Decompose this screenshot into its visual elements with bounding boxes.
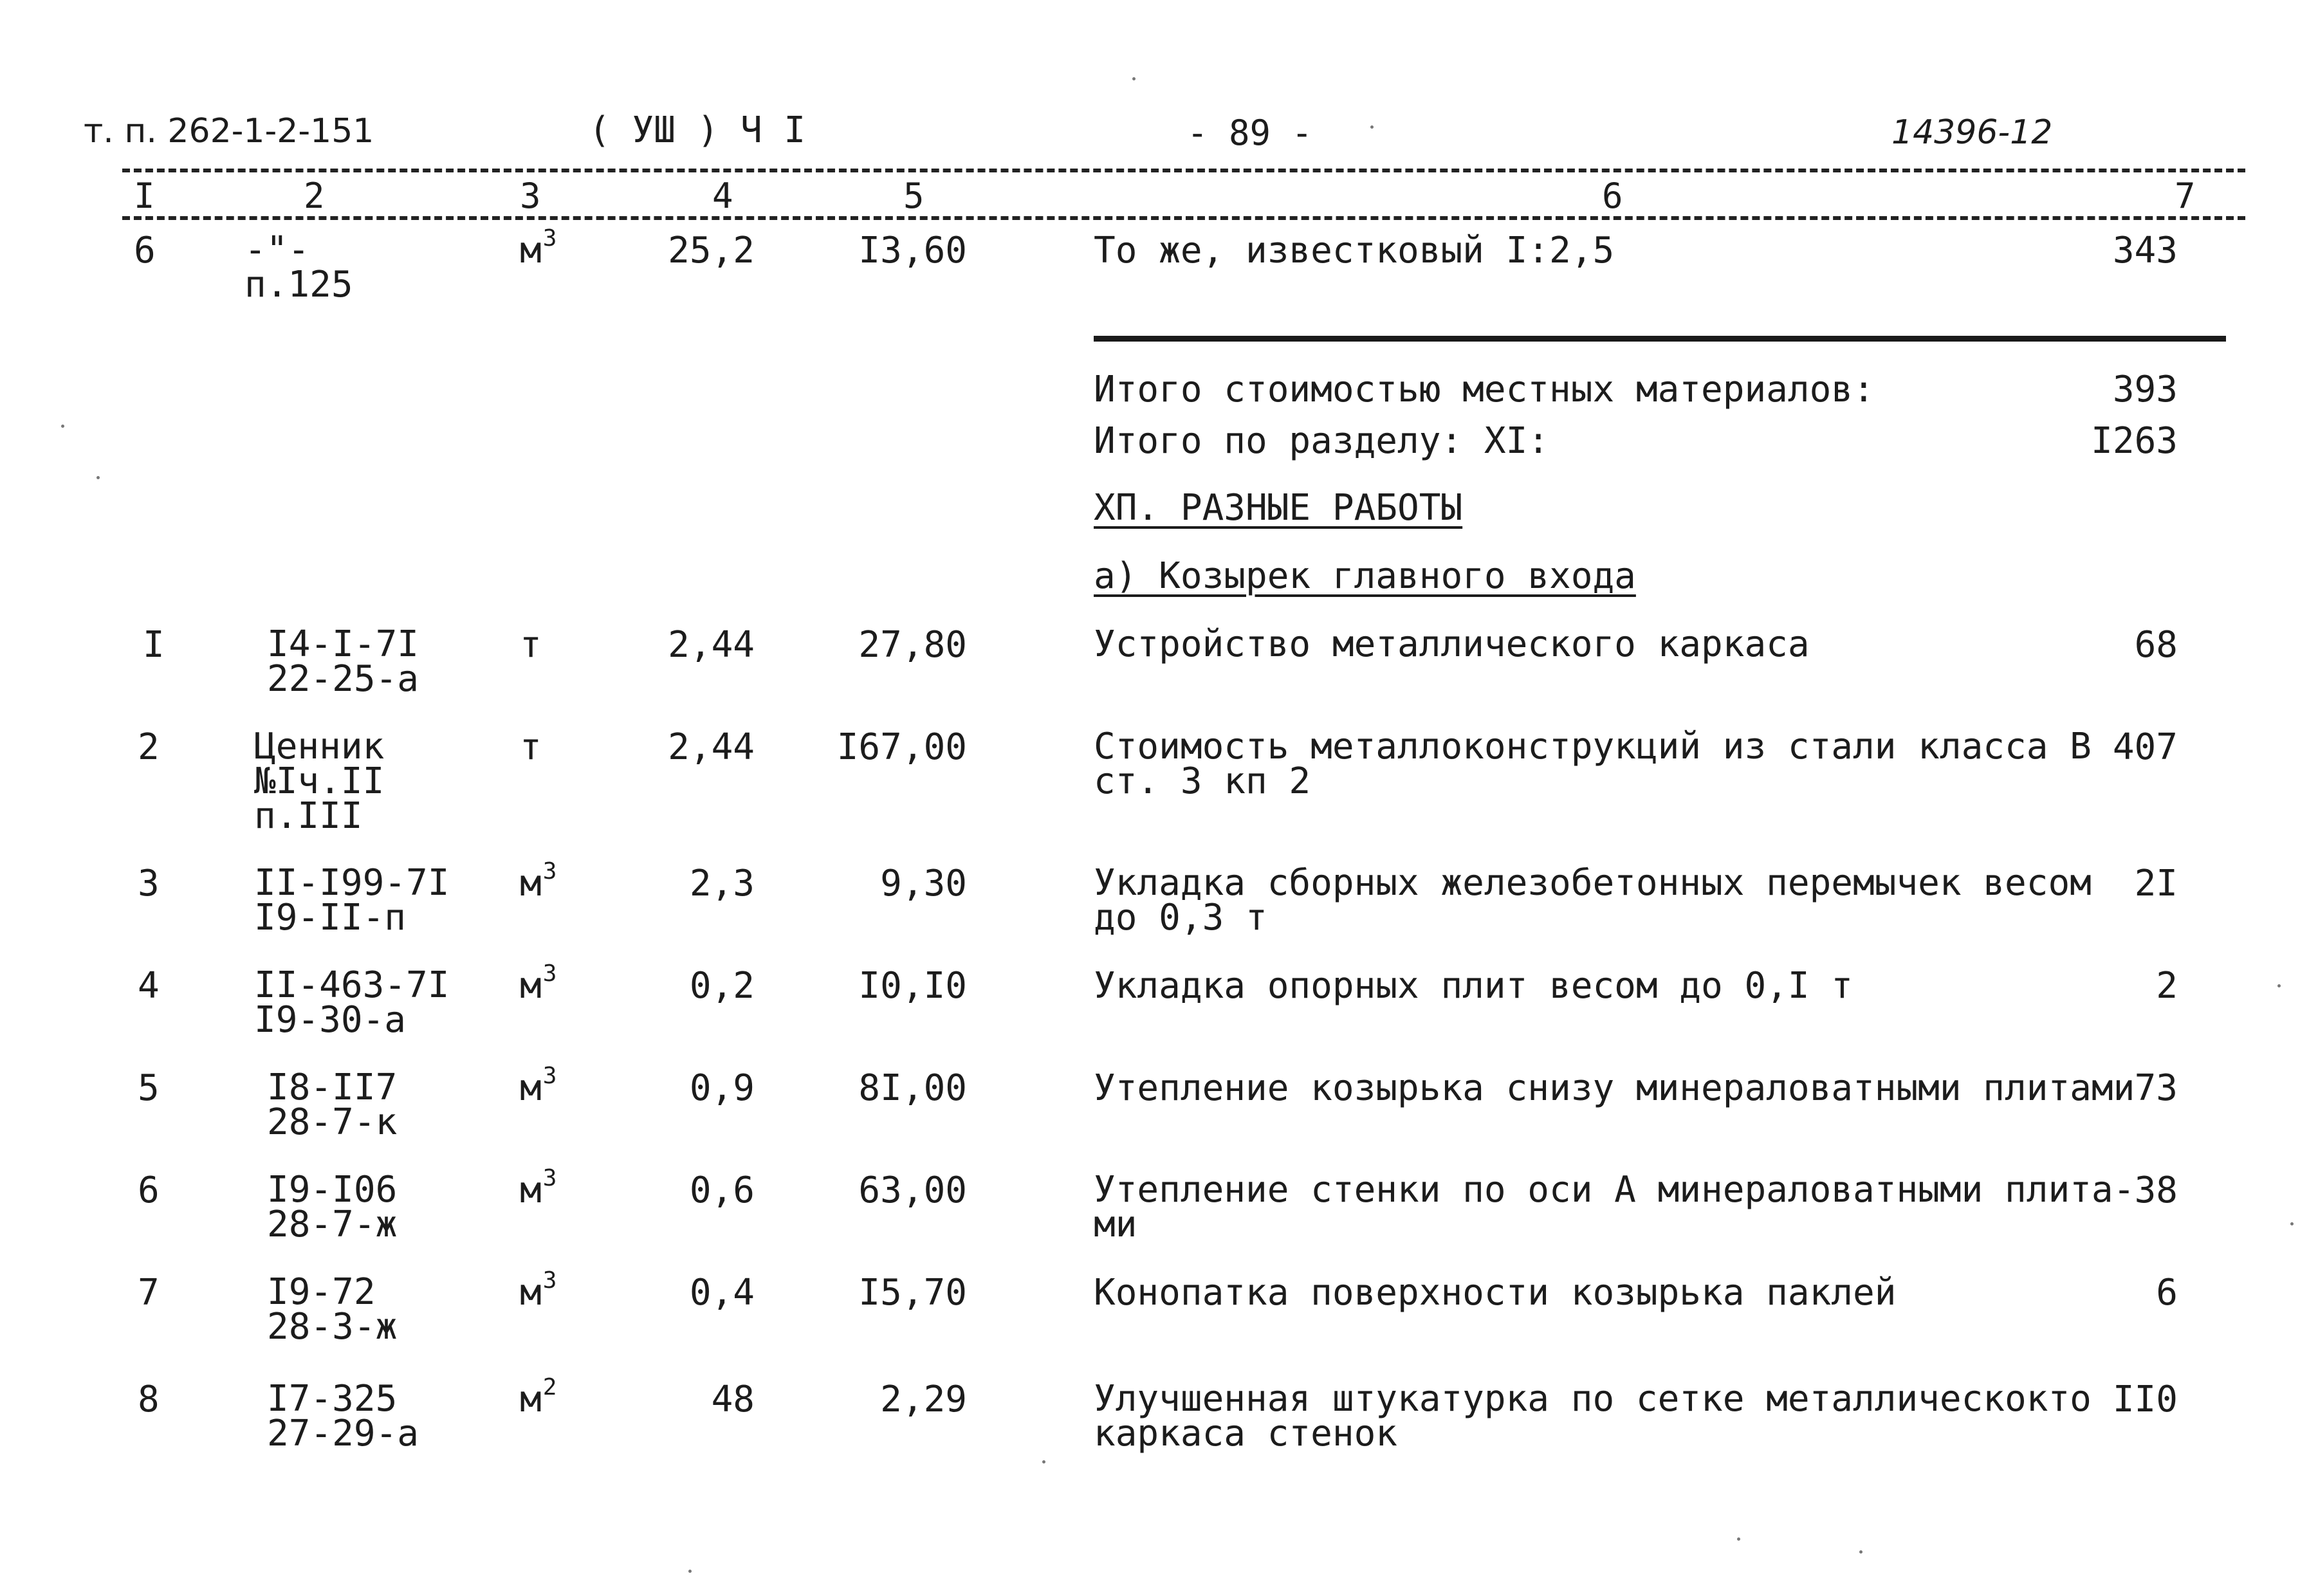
- quantity: 0,4: [689, 1272, 755, 1314]
- row-number: 7: [138, 1272, 160, 1314]
- summary-rule: [1094, 336, 2226, 342]
- work-description: Утепление козырька снизу минераловатными плитами: [1094, 1067, 2135, 1109]
- unit-price: I3,60: [858, 230, 967, 271]
- total-value: 393: [2112, 369, 2178, 410]
- total-value: I263: [2091, 420, 2178, 462]
- column-number-7: 7: [2175, 176, 2196, 216]
- row-number: I: [143, 624, 165, 666]
- total-cost: 407: [2112, 726, 2178, 768]
- scan-speck: [61, 425, 64, 428]
- unit-price: 63,00: [858, 1169, 967, 1211]
- column-number-4: 4: [712, 176, 733, 216]
- rate-code: II-463-7I I9-30-а: [254, 964, 450, 1041]
- row-number: 5: [138, 1067, 160, 1109]
- column-number-2: 2: [304, 176, 325, 216]
- unit-price: 27,80: [858, 624, 967, 666]
- quantity: 48: [711, 1379, 755, 1420]
- total-cost: 2: [2156, 965, 2178, 1007]
- quantity: 25,2: [668, 230, 755, 271]
- row-number: 4: [138, 965, 160, 1007]
- column-number-3: 3: [520, 176, 541, 216]
- total-cost: II0: [2112, 1379, 2178, 1420]
- column-number-5: 5: [903, 176, 924, 216]
- unit: $м^3$: [520, 1267, 557, 1314]
- unit: $м^3$: [520, 858, 557, 904]
- work-description: Утепление стенки по оси А минераловатными плита- ми: [1094, 1169, 2135, 1245]
- unit-price: I0,I0: [858, 965, 967, 1007]
- total-cost: 343: [2112, 230, 2178, 271]
- scan-speck: [97, 476, 100, 479]
- rate-code: I8-II7 28-7-к: [267, 1067, 398, 1143]
- work-description: Конопатка поверхности козырька паклей: [1094, 1272, 1897, 1314]
- scan-speck: [1737, 1537, 1740, 1541]
- work-description: Укладка опорных плит весом до 0,I т: [1094, 965, 1853, 1007]
- row-number: 2: [138, 726, 160, 768]
- doc-ref-left: т. п. 262-1-2-151: [84, 112, 374, 151]
- unit: $м^2$: [520, 1374, 557, 1420]
- row-number: 6: [138, 1169, 160, 1211]
- rate-code: I9-72 28-3-ж: [267, 1271, 398, 1348]
- scan-speck: [2277, 984, 2281, 987]
- total-cost: 6: [2156, 1272, 2178, 1314]
- section-title: XП. РАЗНЫЕ РАБОТЫ: [1094, 487, 1463, 529]
- unit-price: 9,30: [880, 863, 967, 904]
- header-dashed-rule-bottom: [122, 216, 2245, 220]
- total-cost: 73: [2134, 1067, 2178, 1109]
- total-cost: 2I: [2134, 863, 2178, 904]
- quantity: 0,9: [689, 1067, 755, 1109]
- subsection-title: а) Козырек главного входа: [1094, 555, 1636, 597]
- total-label: Итого стоимостью местных материалов:: [1094, 369, 1875, 410]
- quantity: 0,2: [689, 965, 755, 1007]
- unit: $м^3$: [520, 225, 557, 271]
- unit-price: 8I,00: [858, 1067, 967, 1109]
- work-description: Укладка сборных железобетонных перемычек весом до 0,3 т: [1094, 862, 2092, 939]
- unit-price: I5,70: [858, 1272, 967, 1314]
- scan-speck: [1042, 1460, 1045, 1463]
- quantity: 2,44: [668, 624, 755, 666]
- total-cost: 38: [2134, 1169, 2178, 1211]
- work-description: Улучшенная штукатурка по сетке металлическокто каркаса стенок: [1094, 1378, 2092, 1454]
- scan-speck: [688, 1570, 692, 1573]
- quantity: 2,44: [668, 726, 755, 768]
- column-number-1: I: [134, 176, 155, 216]
- total-label: Итого по разделу: XI:: [1094, 420, 1550, 462]
- unit-price: I67,00: [836, 726, 967, 768]
- scan-speck: [1132, 77, 1136, 80]
- row-number: 3: [138, 863, 160, 904]
- quantity: 0,6: [689, 1169, 755, 1211]
- work-description: То же, известковый I:2,5: [1094, 230, 1615, 271]
- unit-price: 2,29: [880, 1379, 967, 1420]
- row-number: 6: [134, 230, 156, 271]
- rate-code: I9-I06 28-7-ж: [267, 1169, 398, 1245]
- rate-code: Ценник №Iч.II п.III: [254, 726, 385, 837]
- rate-code: II-I99-7I I9-II-п: [254, 862, 450, 939]
- rate-code: I4-I-7I 22-25-а: [267, 623, 419, 700]
- rate-code: -"- п.125: [244, 229, 353, 306]
- unit: $м^3$: [520, 1063, 557, 1109]
- work-description: Устройство металлического каркаса: [1094, 623, 1810, 665]
- total-cost: 68: [2134, 624, 2178, 666]
- doc-ref-right: 14396-12: [1891, 113, 2053, 152]
- quantity: 2,3: [689, 863, 755, 904]
- unit: $м^3$: [520, 1165, 557, 1211]
- header-dashed-rule-top: [122, 169, 2245, 172]
- row-number: 8: [138, 1379, 160, 1420]
- scan-speck: [1859, 1550, 1863, 1554]
- scan-speck: [2290, 1222, 2294, 1225]
- column-number-6: 6: [1602, 176, 1623, 216]
- unit: $м^3$: [520, 960, 557, 1007]
- rate-code: I7-325 27-29-а: [267, 1378, 419, 1454]
- unit: т: [520, 726, 542, 768]
- scan-speck: [1370, 125, 1374, 129]
- page-number: - 89 -: [1187, 113, 1313, 153]
- doc-ref-mid: ( УШ ) Ч I: [589, 109, 806, 151]
- unit: т: [520, 624, 542, 666]
- work-description: Стоимость металлоконструкций из стали класса В ст. 3 кп 2: [1094, 726, 2092, 802]
